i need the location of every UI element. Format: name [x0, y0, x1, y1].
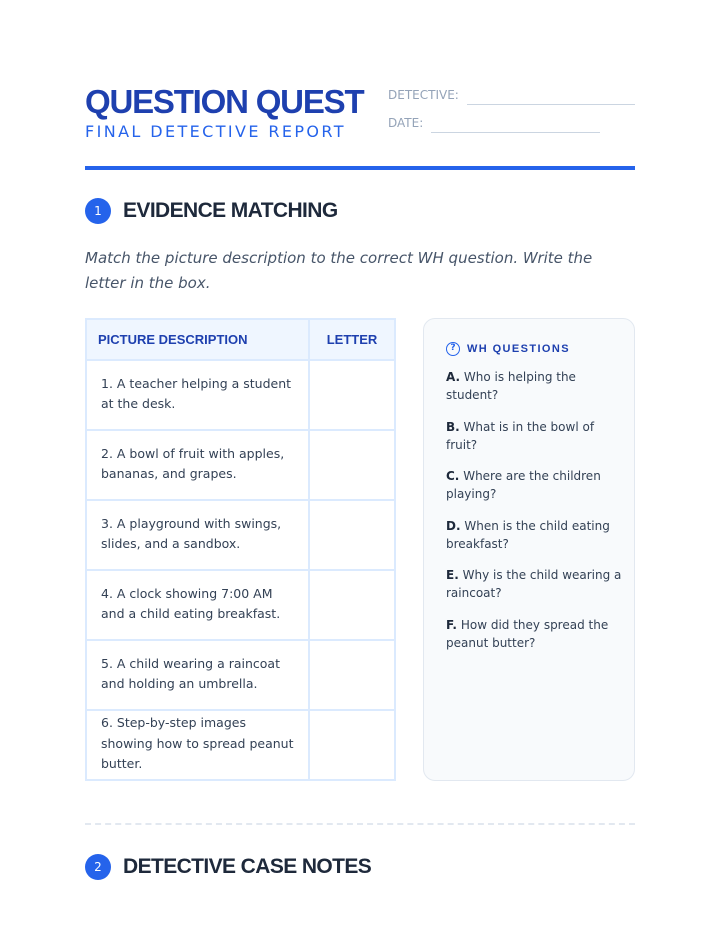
report-header — [85, 84, 635, 164]
question-letter: B. — [446, 419, 460, 434]
section-divider — [85, 823, 635, 825]
question-letter: E. — [446, 568, 459, 582]
section-2-title: DETECTIVE CASE NOTES — [123, 855, 372, 878]
table-row — [86, 640, 395, 710]
list-item — [446, 566, 622, 602]
list-item — [446, 368, 622, 404]
picture-description: 6. Step-by-step images showing how to spread peanut butter. — [86, 710, 309, 780]
date-label: DATE: — [388, 116, 424, 130]
question-text: Who is helping the student? — [446, 370, 576, 402]
question-text: What is in the bowl of fruit? — [446, 419, 595, 452]
question-letter: C. — [446, 469, 460, 483]
header-divider — [85, 166, 635, 170]
section-1-title: EVIDENCE MATCHING — [123, 199, 338, 222]
question-text: Where are the children playing? — [446, 469, 601, 501]
letter-answer-box[interactable] — [309, 430, 395, 500]
wh-questions-list — [446, 368, 622, 665]
question-text: Why is the child wearing a raincoat? — [446, 568, 622, 600]
picture-description: 3. A playground with swings, slides, and a sandbox. — [86, 500, 309, 570]
wh-questions-title: WH QUESTIONS — [467, 343, 570, 355]
table-row — [86, 430, 395, 500]
letter-answer-box[interactable] — [309, 640, 395, 710]
detective-name-line[interactable] — [467, 104, 635, 105]
letter-answer-box[interactable] — [309, 710, 395, 780]
table-header-row — [86, 319, 395, 360]
section-1-number-badge: 1 — [85, 198, 111, 224]
table-row — [86, 570, 395, 640]
detective-label: DETECTIVE: — [388, 88, 459, 102]
page-title: QUESTION QUEST — [85, 83, 364, 120]
letter-answer-box[interactable] — [309, 570, 395, 640]
table-row — [86, 360, 395, 430]
question-circle-icon: ? — [446, 342, 460, 356]
list-item — [446, 467, 622, 503]
evidence-matching-table — [85, 318, 396, 781]
page-subtitle: FINAL DETECTIVE REPORT — [85, 122, 346, 141]
question-letter: D. — [446, 518, 461, 533]
question-text: How did they spread the peanut butter? — [446, 617, 609, 650]
list-item — [446, 418, 622, 454]
table-row — [86, 500, 395, 570]
column-header-letter: LETTER — [309, 319, 395, 360]
wh-questions-panel — [423, 318, 635, 781]
picture-description: 4. A clock showing 7:00 AM and a child eating breakfast. — [86, 570, 309, 640]
letter-answer-box[interactable] — [309, 500, 395, 570]
question-letter: A. — [446, 370, 461, 384]
picture-description: 1. A teacher helping a student at the desk. — [86, 360, 309, 430]
picture-description: 5. A child wearing a raincoat and holding an umbrella. — [86, 640, 309, 710]
section-1-instructions: Match the picture description to the correct WH question. Write the letter in the box. — [85, 249, 593, 292]
question-letter: F. — [446, 617, 457, 632]
question-text: When is the child eating breakfast? — [446, 518, 610, 551]
column-header-description: PICTURE DESCRIPTION — [86, 319, 309, 360]
list-item — [446, 616, 622, 652]
picture-description: 2. A bowl of fruit with apples, bananas, and grapes. — [86, 430, 309, 500]
section-2-number-badge: 2 — [85, 854, 111, 880]
list-item — [446, 517, 622, 553]
table-row — [86, 710, 395, 780]
date-line[interactable] — [431, 132, 600, 133]
letter-answer-box[interactable] — [309, 360, 395, 430]
